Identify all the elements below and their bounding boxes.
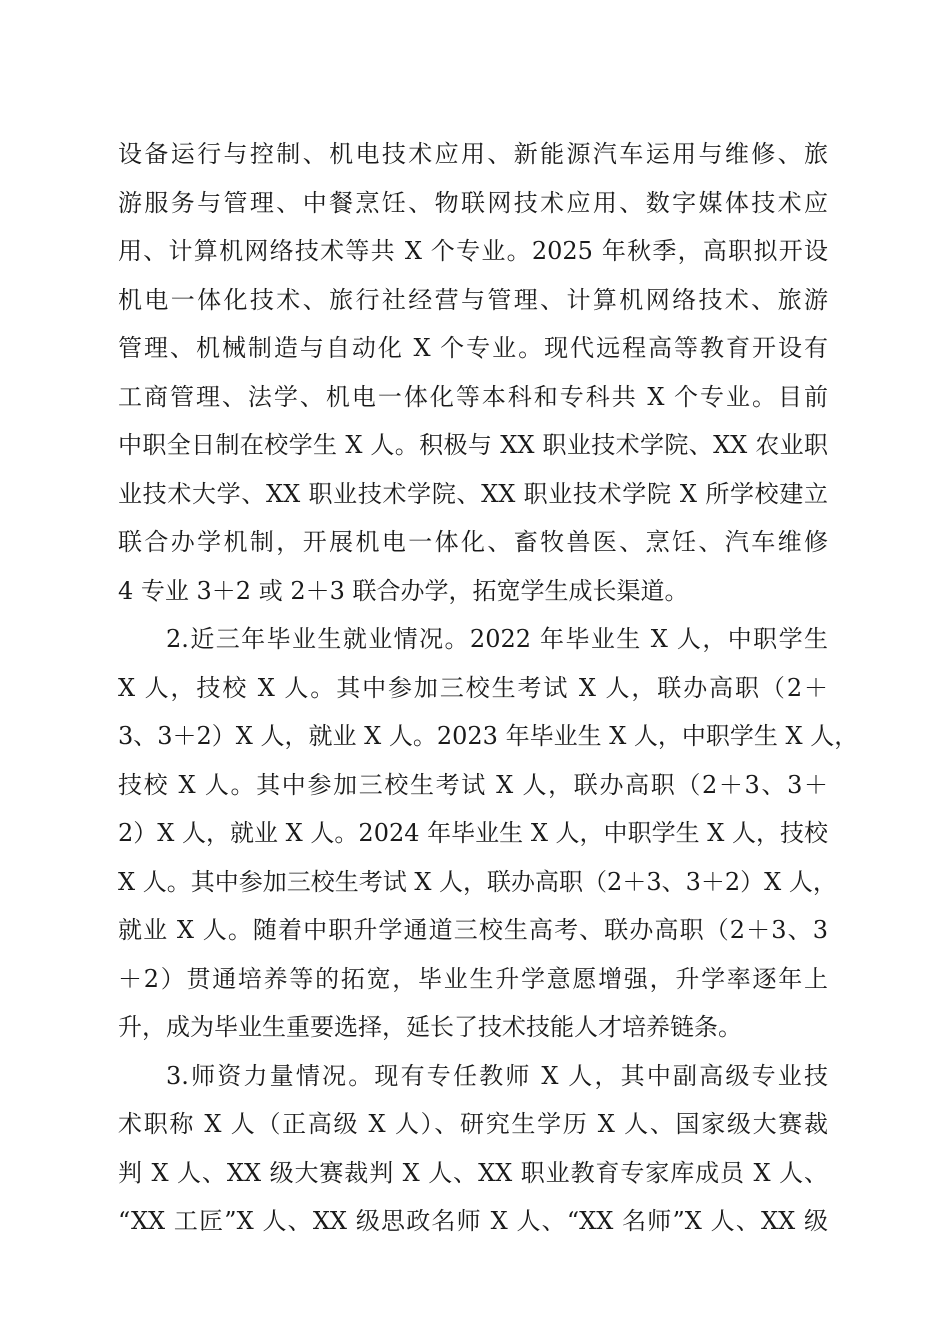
text-line: 联合办学机制，开展机电一体化、畜牧兽医、烹饪、汽车维修 xyxy=(118,528,828,556)
text-line: X 人，技校 X 人。其中参加三校生考试 X 人，联办高职（2＋ xyxy=(118,673,828,702)
text-line: 工商管理、法学、机电一体化等本科和专科共 X 个专业。目前 xyxy=(118,382,828,411)
text-line: 技校 X 人。其中参加三校生考试 X 人，联办高职（2＋3、3＋ xyxy=(118,770,828,799)
text-line: “XX 工匠”X 人、XX 级思政名师 X 人、“XX 名师”X 人、XX 级 xyxy=(118,1207,828,1235)
text-line: 2）X 人，就业 X 人。2024 年毕业生 X 人，中职学生 X 人，技校 xyxy=(118,819,828,847)
text-line: 3、3＋2）X 人，就业 X 人。2023 年毕业生 X 人，中职学生 X 人， xyxy=(118,722,859,750)
text-line: X 人。其中参加三校生考试 X 人，联办高职（2＋3、3＋2）X 人， xyxy=(118,867,837,896)
body-text xyxy=(118,130,859,1246)
text-line: 游服务与管理、中餐烹饪、物联网技术应用、数字媒体技术应 xyxy=(118,188,828,217)
text-line: 就业 X 人。随着中职升学通道三校生高考、联办高职（2＋3、3 xyxy=(118,916,828,944)
text-line: 3.师资力量情况。现有专任教师 X 人，其中副高级专业技 xyxy=(166,1061,828,1090)
text-line: 设备运行与控制、机电技术应用、新能源汽车运用与维修、旅 xyxy=(118,140,828,168)
paragraph-majors xyxy=(118,130,828,615)
paragraph-employment xyxy=(118,615,859,1052)
text-line: 2.近三年毕业生就业情况。2022 年毕业生 X 人，中职学生 xyxy=(166,625,828,653)
text-line: 中职全日制在校学生 X 人。积极与 XX 职业技术学院、XX 农业职 xyxy=(118,431,828,459)
text-line: 4 专业 3＋2 或 2＋3 联合办学，拓宽学生成长渠道。 xyxy=(118,576,689,605)
text-line: 判 X 人、XX 级大赛裁判 X 人、XX 职业教育专家库成员 X 人、 xyxy=(118,1158,828,1187)
text-line: 业技术大学、XX 职业技术学院、XX 职业技术学院 X 所学校建立 xyxy=(118,479,828,508)
text-line: 用、计算机网络技术等共 X 个专业。2025 年秋季，高职拟开设 xyxy=(118,237,828,265)
text-line: 管理、机械制造与自动化 X 个专业。现代远程高等教育开设有 xyxy=(118,334,828,362)
paragraph-faculty xyxy=(118,1052,828,1246)
text-line: ＋2）贯通培养等的拓宽，毕业生升学意愿增强，升学率逐年上 xyxy=(118,964,828,993)
text-line: 机电一体化技术、旅行社经营与管理、计算机网络技术、旅游 xyxy=(118,285,828,314)
text-line: 升，成为毕业生重要选择，延长了技术技能人才培养链条。 xyxy=(118,1013,742,1041)
text-line: 术职称 X 人（正高级 X 人）、研究生学历 X 人、国家级大赛裁 xyxy=(118,1110,828,1138)
